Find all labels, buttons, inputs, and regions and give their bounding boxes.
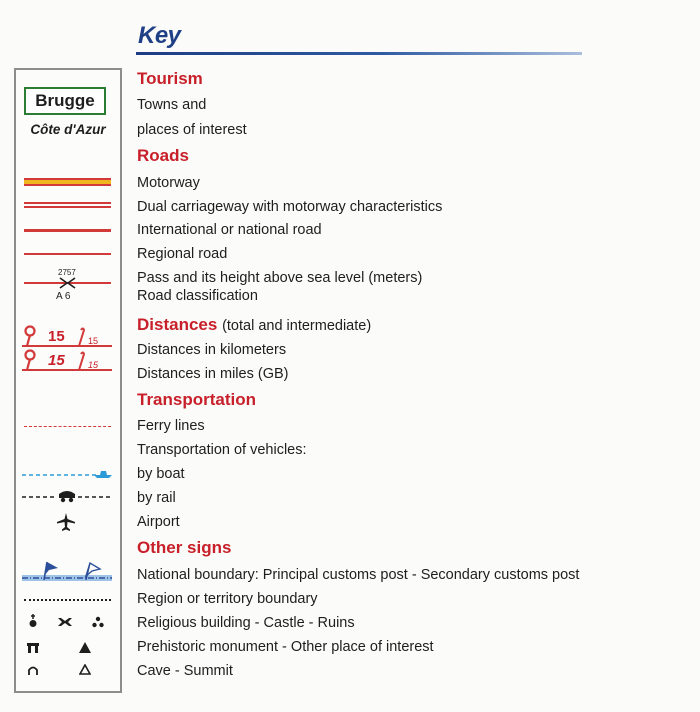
regional-road-text: Regional road [137, 246, 228, 262]
section-heading-transportation: Transportation [137, 390, 257, 409]
key-title: Key [138, 22, 181, 49]
cave-summit-text: Cave - Summit [137, 663, 233, 679]
towns-text-line2: places of interest [137, 122, 247, 138]
vehicles-transport-text: Transportation of vehicles: [137, 442, 307, 458]
section-heading-other-signs: Other signs [137, 538, 232, 557]
poi-label-sample: Côte d'Azur [30, 122, 106, 137]
section-heading-roads: Roads [137, 146, 189, 165]
distance-km-total: 15 [48, 328, 65, 345]
rail-transport-symbol [22, 488, 112, 504]
distance-miles-total: 15 [48, 352, 65, 369]
other-place-of-interest-icon [79, 642, 91, 653]
distance-km-intermediate: 15 [88, 336, 99, 346]
towns-text-line1: Towns and [137, 97, 207, 113]
airport-icon [57, 513, 75, 531]
region-boundary-symbol [24, 599, 111, 601]
distance-miles-symbol [22, 348, 112, 376]
motorway-symbol [24, 178, 111, 187]
international-road-text: International or national road [137, 222, 322, 238]
ruins-icon [92, 616, 104, 628]
pass-height-sample: 2757 [58, 268, 76, 277]
key-title-rule [136, 52, 582, 55]
section-heading-distances: Distances (total and intermediate) [137, 315, 372, 334]
dual-carriageway-symbol [24, 202, 111, 209]
by-rail-text: by rail [137, 490, 176, 506]
regional-road-symbol [24, 253, 111, 255]
section-heading-tourism: Tourism [137, 69, 203, 88]
national-boundary-text: National boundary: Principal customs post - Secondary customs post [137, 567, 580, 583]
prehistoric-monument-icon [27, 643, 39, 653]
religious-building-icon [28, 614, 38, 628]
international-road-symbol [24, 229, 111, 232]
distance-miles-intermediate: 15 [88, 360, 99, 370]
airport-text: Airport [137, 514, 180, 530]
boat-transport-symbol [22, 466, 112, 480]
ferry-lines-text: Ferry lines [137, 418, 205, 434]
religious-castle-ruins-text: Religious building - Castle - Ruins [137, 615, 355, 631]
prehistoric-monument-text: Prehistoric monument - Other place of interest [137, 639, 434, 655]
town-label-sample: Brugge [24, 87, 106, 115]
distance-km-text: Distances in kilometers [137, 342, 287, 358]
summit-icon [79, 664, 91, 675]
dual-carriageway-text: Dual carriageway with motorway characteristics [137, 199, 443, 215]
road-classification-sample: A 6 [56, 291, 71, 302]
cave-icon [28, 665, 38, 675]
pass-symbol [24, 277, 111, 289]
distance-miles-text: Distances in miles (GB) [137, 366, 289, 382]
road-classification-text: Road classification [137, 288, 258, 304]
region-boundary-text: Region or territory boundary [137, 591, 318, 607]
by-boat-text: by boat [137, 466, 185, 482]
motorway-text: Motorway [137, 175, 200, 191]
national-boundary-symbol [22, 560, 112, 584]
castle-icon [58, 616, 72, 628]
ferry-line-symbol [24, 426, 111, 427]
pass-text: Pass and its height above sea level (meters) [137, 270, 423, 286]
